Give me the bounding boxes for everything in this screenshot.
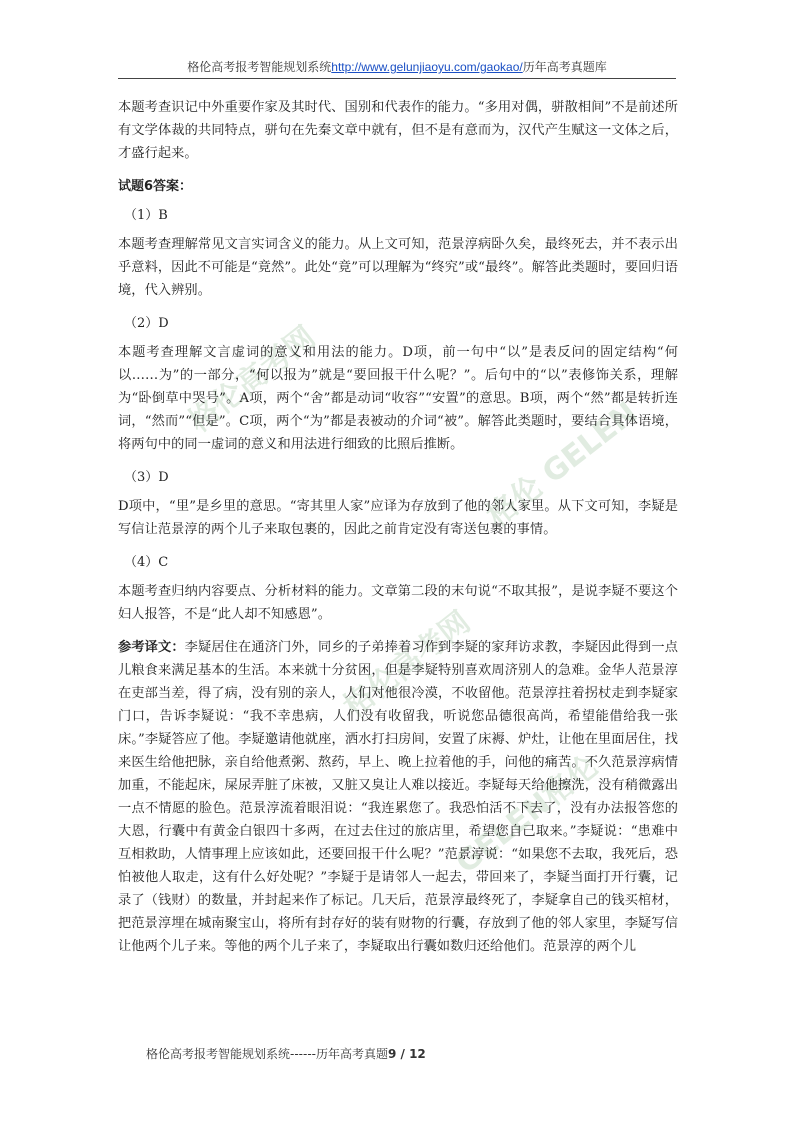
watermark: 格伦 GELEN bbox=[480, 395, 645, 535]
footer-text: 格伦高考报考智能规划系统------历年高考真题 bbox=[146, 1047, 388, 1061]
watermark: GELEN格伦 bbox=[449, 748, 605, 881]
page-footer bbox=[146, 1045, 426, 1062]
explanation-4: 本题考查归纳内容要点、分析材料的能力。文章第二段的末句说“不取其报”，是说李疑不要这个妇人报答，不是“此人却不知感恩”。 bbox=[118, 584, 678, 622]
answer-choice-4: （4）C bbox=[124, 555, 169, 570]
header-suffix: 历年高考真题库 bbox=[522, 60, 607, 74]
header-prefix: 格伦高考报考智能规划系统 bbox=[187, 60, 332, 74]
page-header bbox=[118, 58, 676, 79]
answer-choice-1: （1）B bbox=[124, 208, 168, 223]
header-url-link[interactable]: http://www.gelunjiaoyu.com/gaokao/ bbox=[331, 60, 523, 74]
page-number: 9 / 12 bbox=[387, 1047, 426, 1061]
intro-paragraph: 本题考查识记中外重要作家及其时代、国别和代表作的能力。“多用对偶，骈散相间”不是前述所有文学体裁的共同特点，骈句在先秦文章中就有，但不是有意而为，汉代产生赋这一文体之后，才盛行起来。 bbox=[118, 100, 678, 161]
answer-choice-2: （2）D bbox=[124, 316, 169, 331]
document-body bbox=[118, 96, 678, 968]
explanation-2: 本题考查理解文言虚词的意义和用法的能力。D项，前一句中“以”是表反问的固定结构“何以……为”的一部分，“何以报为”就是“要回报干什么呢？”。后句中的“以”表修饰关系，理解为“卧倒草中哭号”。A项，两个“舍”都是动词“收容”“安置”的意思。B项，两个“然”都是转折连词，“然而”“但是”。C项，两个“为”都是表被动的介词“被”。解答此类题时，要结合具体语境，将两句中的同一虚词的意义和用法进行细致的比照后推断。 bbox=[118, 345, 678, 452]
watermark: 格伦高考网 bbox=[182, 319, 323, 440]
answer-choice-3: （3）D bbox=[124, 470, 169, 485]
explanation-1: 本题考查理解常见文言实词含义的能力。从上文可知，范景淳病卧久矣，最终死去，并不表示出乎意料，因此不可能是“竟然”。此处“竟”可以理解为“终究”或“最终”。解答此类题时，要回归语境，代入辨别。 bbox=[118, 237, 678, 298]
explanation-3: D项中，“里”是乡里的意思。“寄其里人家”应译为存放到了他的邻人家里。从下文可知，李疑是写信让范景淳的两个儿子来取包裹的，因此之前肯定没有寄送包裹的事情。 bbox=[118, 499, 678, 537]
translation-text: 李疑居住在通济门外，同乡的子弟捧着习作到李疑的家拜访求教，李疑因此得到一点儿粮食来满足基本的生活。本来就十分贫困，但是李疑特别喜欢周济别人的急难。金华人范景淳在吏部当差，得了病，没有别的亲人，人们对他很冷漠，不收留他。范景淳拄着拐杖走到李疑家门口，告诉李疑说：“我不幸患病，人们没有收留我，听说您品德很高尚，希望能借给我一张床。”李疑答应了他。李疑邀请他就座，洒水打扫房间，安置了床褥、炉灶，让他在里面居住，找来医生给他把脉，亲自给他煮粥、熬药，早上、晚上拉着他的手，问他的痛苦。不久范景淳病情加重，不能起床，屎尿弄脏了床被，又脏又臭让人难以接近。李疑每天给他擦洗，没有稍微露出一点不情愿的脸色。范景淳流着眼泪说：“我连累您了。我恐怕活不下去了，没有办法报答您的大恩，行囊中有黄金白银四十多两，在过去住过的旅店里，希望您自己取来。”李疑说：“患难中互相救助，人情事理上应该如此，还要回报干什么呢？”范景淳说：“如果您不去取，我死后，恐怕被他人取走，这有什么好处呢？”李疑于是请邻人一起去，带回来了，李疑当面打开行囊，记录了（钱财）的数量，并封起来作了标记。几天后，范景淳最终死了，李疑拿自己的钱买棺材，把范景淳埋在城南聚宝山，将所有封存好的装有财物的行囊，存放到了他的邻人家里，李疑写信让他两个儿子来。等他的两个儿子来了，李疑取出行囊如数归还给他们。范景淳的两个儿 bbox=[118, 640, 678, 954]
translation-paragraph bbox=[118, 636, 678, 958]
translation-label: 参考译文： bbox=[118, 640, 185, 655]
answer-heading: 试题6答案： bbox=[118, 179, 193, 194]
watermark: 格伦高考网 bbox=[337, 604, 478, 725]
